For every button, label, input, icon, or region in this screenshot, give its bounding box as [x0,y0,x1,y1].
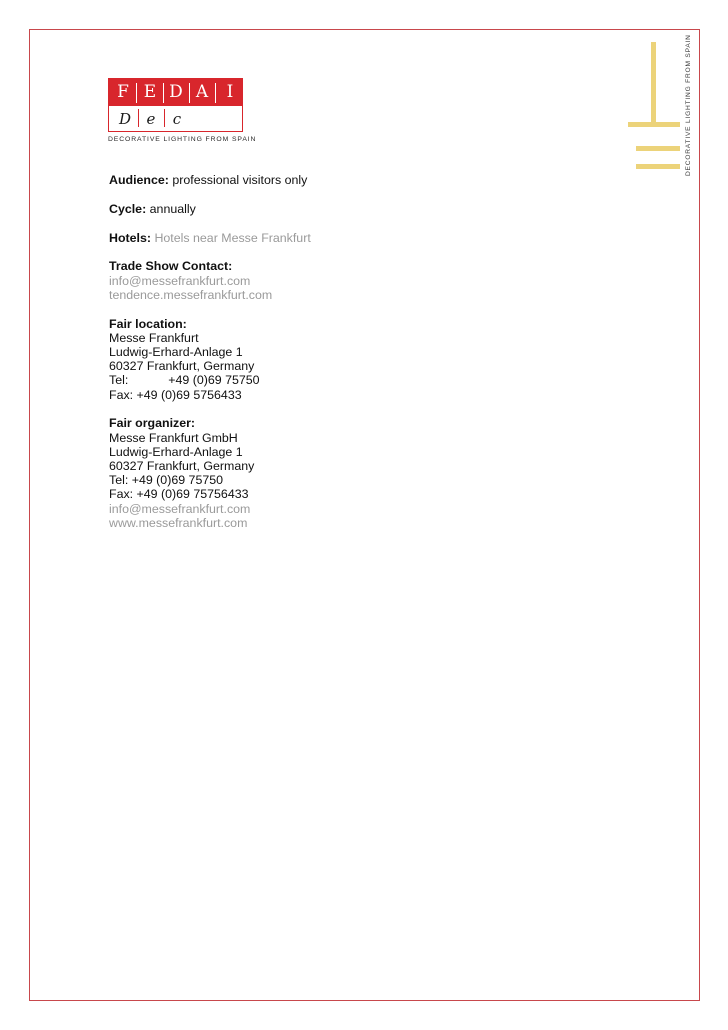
fair-organizer-email-link[interactable]: info@messefrankfurt.com [109,501,251,516]
fair-organizer-name: Messe Frankfurt GmbH [109,430,238,445]
fair-organizer-heading: Fair organizer: [109,416,196,431]
fair-location-name: Messe Frankfurt [109,330,199,345]
logo-box [108,78,243,132]
logo-letter-i: I [226,82,234,102]
logo-letter-d: D [169,82,183,102]
logo-letter-e-lower: e [146,110,156,128]
hotels-row [109,231,529,245]
trade-show-email-link[interactable]: info@messefrankfurt.com [109,273,251,288]
gold-lamp-mark [628,42,680,178]
fair-organizer-street: Ludwig-Erhard-Anlage 1 [109,444,243,459]
logo-letter-a: A [195,82,209,102]
cycle-row [109,202,529,216]
logo-divider [163,83,164,103]
audience-row [109,173,529,187]
audience-value: professional visitors only [172,173,308,187]
trade-show-contact-heading: Trade Show Contact: [109,259,233,274]
gold-bar [636,146,680,151]
fair-details [109,173,529,530]
logo-divider [164,109,165,127]
fedai-dec-logo [108,78,268,148]
fair-location-street: Ludwig-Erhard-Anlage 1 [109,345,243,359]
fair-location-tel-value: +49 (0)69 75750 [168,373,260,388]
fair-location-heading: Fair location: [109,316,187,331]
cycle-value: annually [149,201,196,216]
logo-divider [138,109,139,127]
fair-location-city: 60327 Frankfurt, Germany [109,359,255,374]
fair-organizer-website-link[interactable]: www.messefrankfurt.com [109,515,248,530]
logo-letter-c-lower: c [172,110,182,128]
gold-stem [651,42,656,124]
gold-bar [636,164,680,169]
logo-divider [215,83,216,103]
fair-location-tel [109,373,529,387]
trade-show-website-link[interactable]: tendence.messefrankfurt.com [109,287,273,302]
hotels-label: Hotels: [109,230,151,245]
logo-divider [189,83,190,103]
logo-letter-d-lower: D [118,110,132,128]
gold-bar [628,122,680,127]
fair-organizer-city: 60327 Frankfurt, Germany [109,459,255,474]
side-tagline: DECORATIVE LIGHTING FROM SPAIN [685,34,692,176]
cycle-label: Cycle: [109,201,147,216]
audience-label: Audience: [109,173,169,187]
logo-divider [136,83,137,103]
logo-letter-f: F [117,82,129,102]
hotels-link[interactable]: Hotels near Messe Frankfurt [154,230,311,245]
fair-location-tel-label: Tel: [109,373,129,388]
logo-tagline: DECORATIVE LIGHTING FROM SPAIN [108,136,257,143]
fair-organizer-tel: Tel: +49 (0)69 75750 [109,473,224,488]
fair-organizer-fax: Fax: +49 (0)69 75756433 [109,487,249,502]
logo-letter-e: E [143,82,157,102]
fair-location-fax: Fax: +49 (0)69 5756433 [109,387,242,402]
